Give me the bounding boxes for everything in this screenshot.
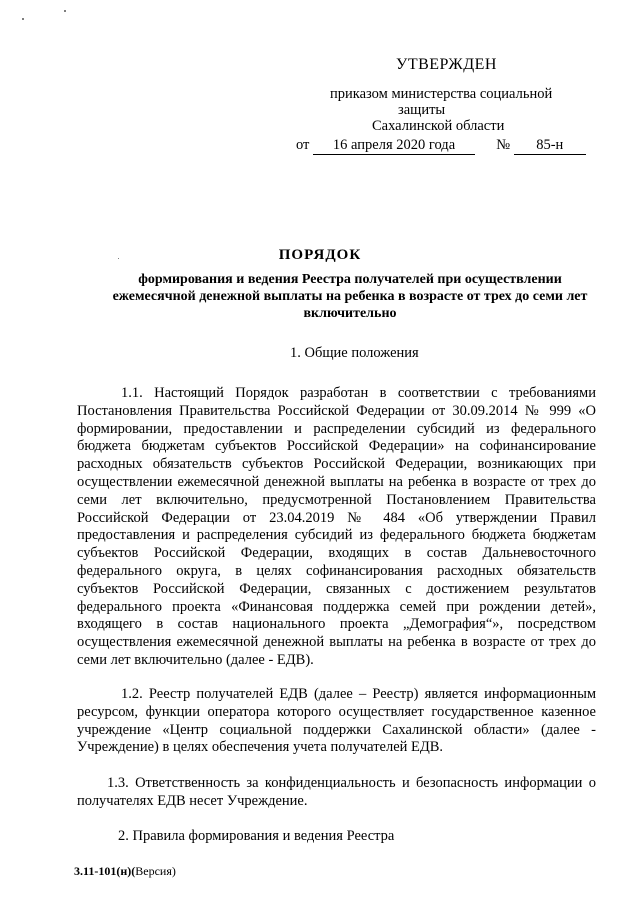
paragraph-1-1: 1.1. Настоящий Порядок разработан в соответствии с требованиями Постановления Правительства Российской Федерации от 30.09.2014 № 999 «О формировании, предоставлении и распределении субсидий из федерального бюджета бюджетам субъектов Российской Федерации» на софинансирование расходных обязательств субъектов Российской Федерации, возникающих при осуществлении ежемесячной денежной выплаты на ребенка в возрасте от трех до семи лет включительно, предусмотренной Постановлением Правительства Российской Федерации от 23.04.2019 № 484 «Об утверждении Правил предоставления и распределения субсидий из федерального бюджета бюджетам субъектов Российской Федерации, входящих в состав Дальневосточного федерального округа, в целях софинансирования расходных обязательств субъектов Российской Федерации, связанных с достижением результатов федерального проекта «Финансовая поддержка семей при рождении детей», входящего в состав национального проекта „Демография“», посредством осуществления ежемесячной денежной выплаты на ребенка в возрасте от трех до семи лет включительно (далее - ЕДВ). bbox=[77, 385, 596, 668]
document-footer-code bbox=[74, 864, 176, 879]
approval-line-2: защиты bbox=[398, 102, 446, 118]
footer-code: 3.11-101(н)( bbox=[74, 864, 136, 878]
paragraph-1-2: 1.2. Реестр получателей ЕДВ (далее – Реестр) является информационным ресурсом, функции оператора которого осуществляет государственное казенное учреждение «Центр социальной поддержки Сахалинской области» (далее - Учреждение) в целях обеспечения учета получателей ЕДВ. bbox=[77, 686, 596, 756]
approval-line-1: приказом министерства социальной bbox=[330, 86, 553, 102]
approval-number: 85-н bbox=[514, 137, 586, 155]
scan-speck bbox=[22, 18, 24, 20]
scan-speck bbox=[64, 10, 66, 12]
document-title: ПОРЯДОК bbox=[278, 247, 362, 263]
approval-date-line bbox=[296, 137, 586, 155]
footer-version: Версия) bbox=[135, 864, 176, 878]
paragraph-1-3: 1.3. Ответственность за конфиденциальность и безопасность информации о получателях ЕДВ несет Учреждение. bbox=[77, 775, 596, 809]
section-heading-2: 2. Правила формирования и ведения Реестра bbox=[118, 828, 395, 844]
approval-heading: УТВЕРЖДЕН bbox=[396, 56, 497, 73]
number-prefix: № bbox=[496, 137, 511, 153]
section-heading-1: 1. Общие положения bbox=[290, 345, 419, 361]
approval-date: 16 апреля 2020 года bbox=[313, 137, 475, 155]
approval-line-3: Сахалинской области bbox=[372, 118, 505, 134]
date-prefix: от bbox=[296, 137, 310, 153]
document-subtitle: формирования и ведения Реестра получателей при осуществлении ежемесячной денежной выплаты на ребенка в возрасте от трех до семи лет включительно bbox=[112, 272, 588, 321]
